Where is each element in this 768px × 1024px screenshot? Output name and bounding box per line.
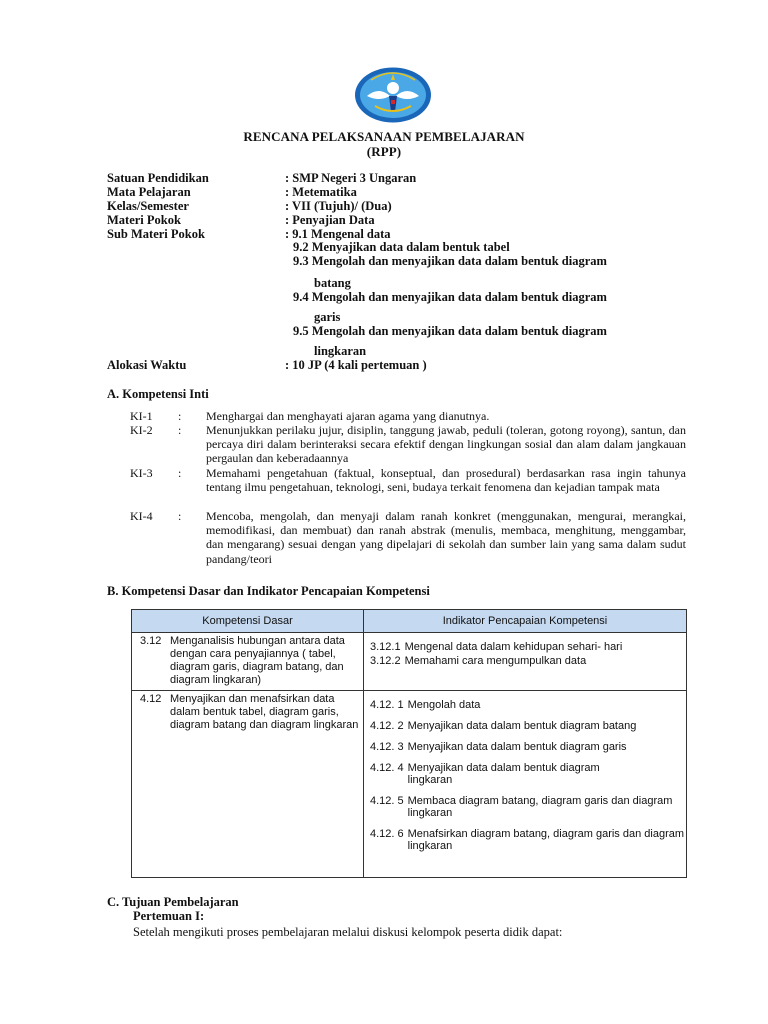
- kd-cell: [132, 691, 363, 735]
- table-row: [132, 691, 687, 878]
- kd-code: 3.12: [140, 635, 162, 647]
- section-b-heading: B. Kompetensi Dasar dan Indikator Pencapaian Kompetensi: [107, 584, 430, 598]
- section-a-heading: A. Kompetensi Inti: [107, 387, 209, 401]
- pertemuan-heading: Pertemuan I:: [133, 909, 205, 923]
- table-row: [132, 633, 687, 691]
- kd-text: Menganalisis hubungan antara data dengan cara penyajiannya ( tabel, diagram garis, diagram batang, dan diagram lingkaran): [170, 635, 345, 686]
- sub-materi-item: 9.5 Mengolah dan menyajikan data dalam bentuk diagram: [293, 324, 607, 338]
- indicator-item: 4.12. 6 Menafsirkan diagram batang, diagram garis dan diagram lingkaran: [370, 828, 685, 852]
- kd-code: 4.12: [140, 693, 162, 705]
- indicator-list: [364, 633, 686, 667]
- table-header: Indikator Pencapaian Kompetensi: [364, 610, 687, 633]
- sub-materi-item: lingkaran: [314, 344, 367, 358]
- sub-materi-item: 9.3 Mengolah dan menyajikan data dalam bentuk diagram: [293, 254, 607, 268]
- kompetensi-dasar-table: [131, 609, 687, 878]
- sub-materi-item: batang: [314, 276, 351, 290]
- kd-text: Menyajikan dan menafsirkan data dalam bentuk tabel, diagram garis, diagram batang dan diagram lingkaran: [170, 693, 359, 731]
- indicator-item: 3.12.2 Memahami cara mengumpulkan data: [370, 655, 587, 667]
- tut-wuri-handayani-logo: [353, 66, 433, 124]
- indicator-item: 4.12. 5 Membaca diagram batang, diagram garis dan diagram lingkaran: [370, 795, 673, 819]
- document-subtitle: (RPP): [366, 144, 402, 159]
- tujuan-paragraph: Setelah mengikuti proses pembelajaran melalui diskusi kelompok peserta didik dapat:: [133, 925, 563, 939]
- indicator-list: [364, 691, 686, 852]
- kd-cell: [132, 633, 363, 690]
- indicator-item: 4.12. 4 Menyajikan data dalam bentuk diagram lingkaran: [370, 762, 600, 786]
- indicator-item: 4.12. 1 Mengolah data: [370, 699, 481, 711]
- indicator-item: 3.12.1 Mengenal data dalam kehidupan sehari- hari: [370, 641, 623, 653]
- document-title: RENCANA PELAKSANAAN PEMBELAJARAN: [243, 129, 525, 144]
- sub-materi-item: 9.4 Mengolah dan menyajikan data dalam bentuk diagram: [293, 290, 607, 304]
- indicator-item: 4.12. 3 Menyajikan data dalam bentuk diagram garis: [370, 741, 627, 753]
- indicator-item: 4.12. 2 Menyajikan data dalam bentuk diagram batang: [370, 720, 637, 732]
- sub-materi-item: garis: [314, 310, 341, 324]
- table-header: Kompetensi Dasar: [132, 610, 364, 633]
- sub-materi-item: 9.2 Menyajikan data dalam bentuk tabel: [293, 240, 510, 254]
- section-c-heading: C. Tujuan Pembelajaran: [107, 895, 239, 909]
